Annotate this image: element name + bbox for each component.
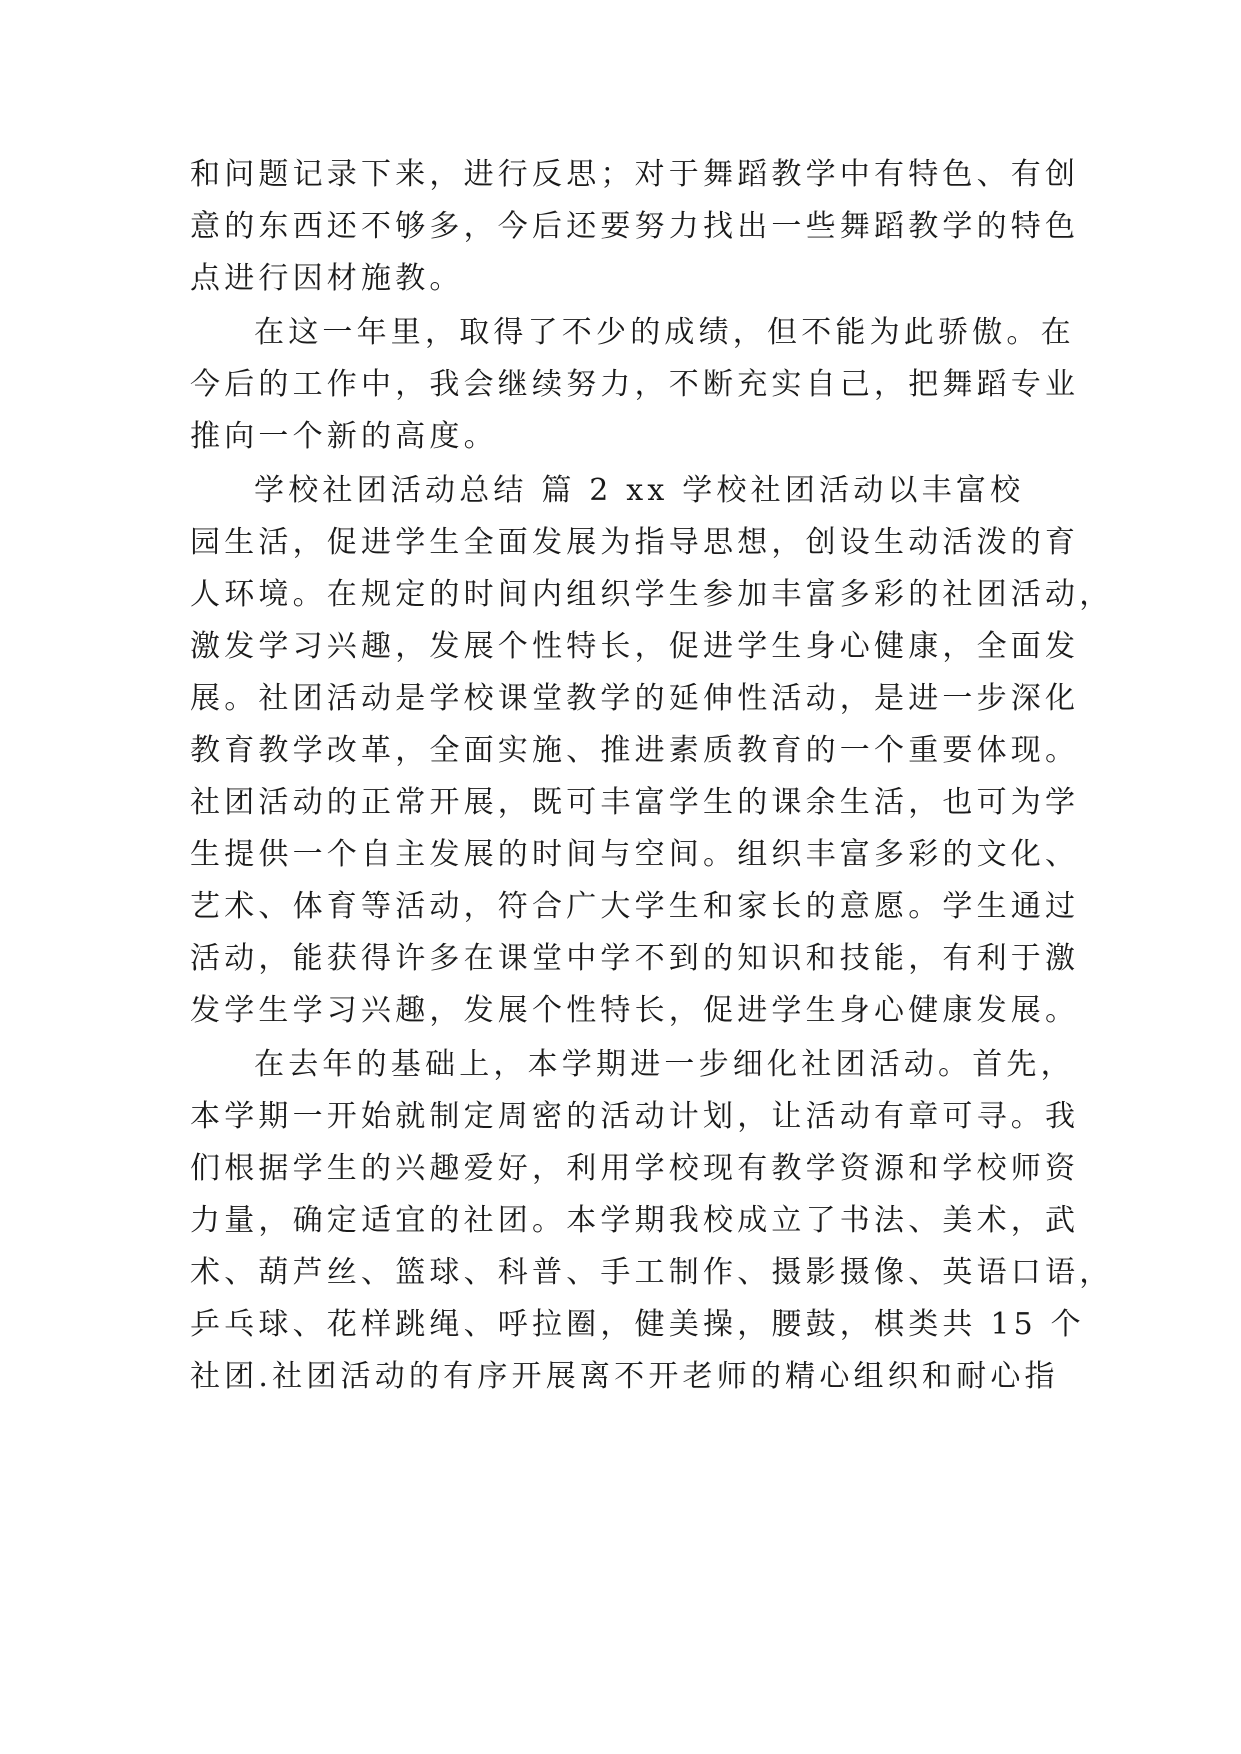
text-line: 激发学习兴趣，发展个性特长，促进学生身心健康，全面发	[190, 629, 1080, 664]
text-line: 乒乓球、花样跳绳、呼拉圈，健美操，腰鼓，棋类共 15 个	[190, 1307, 1085, 1342]
text-line: 和问题记录下来，进行反思；对于舞蹈教学中有特色、有创	[190, 157, 1080, 192]
text-line: 本学期一开始就制定周密的活动计划，让活动有章可寻。我	[190, 1099, 1080, 1134]
text-line: 生提供一个自主发展的时间与空间。组织丰富多彩的文化、	[190, 837, 1080, 872]
text-line: 社团.社团活动的有序开展离不开老师的精心组织和耐心指	[190, 1359, 1059, 1394]
text-line: 今后的工作中，我会继续努力，不断充实自己，把舞蹈专业	[190, 367, 1080, 402]
text-line: 发学生学习兴趣，发展个性特长，促进学生身心健康发展。	[190, 993, 1080, 1028]
text-line: 在去年的基础上，本学期进一步细化社团活动。首先，	[254, 1047, 1075, 1082]
text-line: 意的东西还不够多，今后还要努力找出一些舞蹈教学的特色	[190, 209, 1080, 244]
text-line: 术、葫芦丝、篮球、科普、手工制作、摄影摄像、英语口语，	[190, 1255, 1114, 1290]
text-line: 展。社团活动是学校课堂教学的延伸性活动，是进一步深化	[190, 681, 1080, 716]
text-line: 教育教学改革，全面实施、推进素质教育的一个重要体现。	[190, 733, 1080, 768]
text-line: 艺术、体育等活动，符合广大学生和家长的意愿。学生通过	[190, 889, 1080, 924]
text-line: 力量，确定适宜的社团。本学期我校成立了书法、美术，武	[190, 1203, 1080, 1238]
text-line: 们根据学生的兴趣爱好，利用学校现有教学资源和学校师资	[190, 1151, 1080, 1186]
text-line: 推向一个新的高度。	[190, 419, 498, 454]
text-line: 活动，能获得许多在课堂中学不到的知识和技能，有利于激	[190, 941, 1080, 976]
text-line: 在这一年里，取得了不少的成绩，但不能为此骄傲。在	[254, 315, 1075, 350]
section-heading-line: 学校社团活动总结 篇 2 xx 学校社团活动以丰富校	[254, 473, 1025, 508]
text-line: 园生活，促进学生全面发展为指导思想，创设生动活泼的育	[190, 525, 1080, 560]
text-line: 人环境。在规定的时间内组织学生参加丰富多彩的社团活动，	[190, 577, 1114, 612]
text-line: 点进行因材施教。	[190, 261, 464, 296]
text-line: 社团活动的正常开展，既可丰富学生的课余生活，也可为学	[190, 785, 1080, 820]
